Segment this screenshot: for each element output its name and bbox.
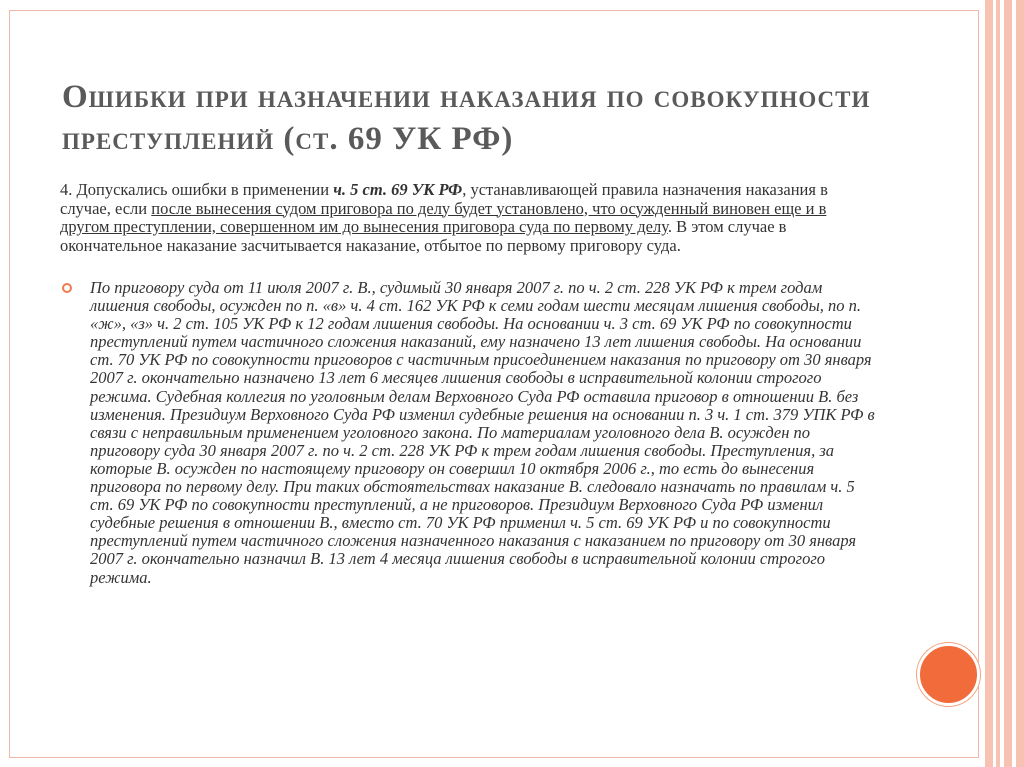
decorative-circle-icon bbox=[917, 643, 980, 706]
case-description: По приговору суда от 11 июля 2007 г. В., судимый 30 января 2007 г. по ч. 2 ст. 228 УК РФ к трем годам лишения свободы, осужден по п. «в» ч. 4 ст. 162 УК РФ к семи годам шести месяцам лишения свободы, по п. «ж», «з» ч. 2 ст. 105 УК РФ к 12 годам лишения свободы. На основании ч. 3 ст. 69 УК РФ по совокупности преступлений путем частичного сложения наказаний, ему назначено 13 лет лишения свободы. На основании ст. 70 УК РФ по совокупности приговоров с частичным присоединением наказания по приговору от 30 января 2007 г. окончательно назначено 13 лет 6 месяцев лишения свободы в исправительной колонии строгого режима. Судебная коллегия по уголовным делам Верховного Суда РФ оставила приговор в отношении В. без изменения. Президиум Верховного Суда РФ изменил судебные решения на основании п. 3 ч. 1 ст. 379 УПК РФ в связи с неправильным применением уголовного закона. По материалам уголовного дела В. осужден по приговору суда 30 января 2007 г. по ч. 2 ст. 228 УК РФ к трем годам лишения свободы. Преступления, за которые В. осужден по настоящему приговору он совершил 10 октября 2006 г., то есть до вынесения приговора по первому делу. При таких обстоятельствах наказание В. следовало назначать по правилам ч. 5 ст. 69 УК РФ по совокупности преступлений, а не приговоров. Президиум Верховного Суда РФ изменил судебные решения в отношении В., вместо ст. 70 УК РФ применил ч. 5 ст. 69 УК РФ и по совокупности преступлений путем частичного сложения назначенного наказания с наказанием по приговору от 30 января 2007 г. окончательно назначил В. 13 лет 4 месяца лишения свободы в исправительной колонии строгого режима. bbox=[90, 278, 875, 587]
intro-paragraph bbox=[60, 181, 850, 255]
decorative-stripe bbox=[985, 0, 993, 767]
bullet-ring-icon bbox=[62, 283, 72, 293]
decorative-stripe bbox=[996, 0, 1000, 767]
intro-text-part3: . В этом случае в окончательное наказание засчитывается наказание, отбытое по первому приговору суда. bbox=[60, 217, 787, 255]
decorative-stripe bbox=[1016, 0, 1024, 767]
case-bullet bbox=[62, 279, 882, 587]
intro-article-reference: ч. 5 ст. 69 УК РФ bbox=[333, 180, 463, 199]
intro-text-part2: , устанавливающей правила назначения наказания в случае, если bbox=[60, 180, 828, 218]
decorative-stripe bbox=[1004, 0, 1012, 767]
intro-text-part1: 4. Допускались ошибки в применении bbox=[60, 180, 334, 199]
slide-title: Ошибки при назначении наказания по совокупности преступлений (ст. 69 УК РФ) bbox=[62, 79, 871, 157]
intro-underlined-text: после вынесения судом приговора по делу будет установлено, что осужденный виновен еще и в другом преступлении, совершенном им до вынесения приговора суда по первому делу bbox=[60, 198, 827, 236]
